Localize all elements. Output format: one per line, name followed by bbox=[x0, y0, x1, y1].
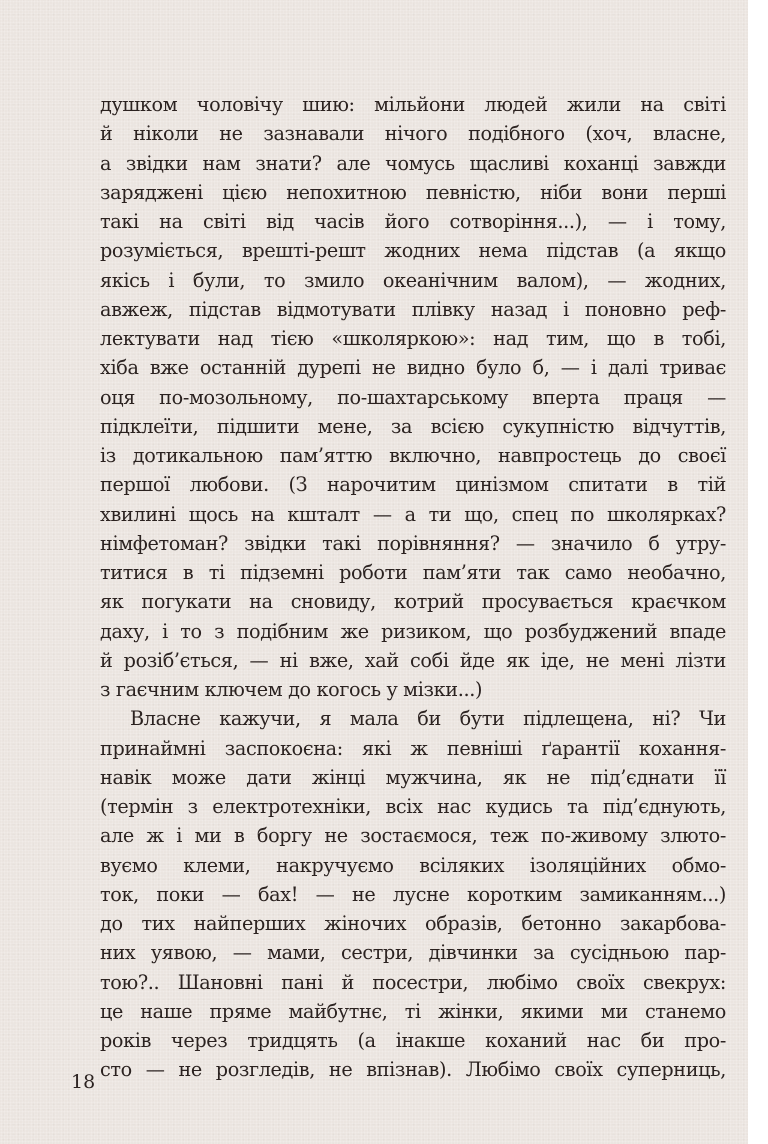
text-line: з гаєчним ключем до когось у мізки...) bbox=[100, 678, 483, 701]
body-text bbox=[100, 90, 726, 1085]
text-line: але ж і ми в боргу не зостаємося, теж по-живому злюто- bbox=[100, 824, 726, 848]
text-line: навік може дати жінці мужчина, як не під’єднати її bbox=[100, 765, 726, 789]
text-line: хвилині щось на кшталт — а ти що, спец по школярках? bbox=[100, 502, 726, 526]
text-line: підклеїти, підшити мене, за всією сукупністю відчуттів, bbox=[100, 414, 726, 438]
page-number: 18 bbox=[71, 1071, 96, 1093]
text-line: даху, і то з подібним же ризиком, що розбуджений впаде bbox=[100, 619, 726, 643]
text-line: авжеж, підстав відмотувати плівку назад і поновно реф- bbox=[100, 297, 726, 321]
text-line: хіба вже останній дурепі не видно було б, — і далі триває bbox=[100, 356, 726, 380]
text-line: років через тридцять (а інакше коханий нас би про- bbox=[100, 1029, 726, 1052]
text-line: із дотикальною пам’яттю включно, навпростець до своєї bbox=[100, 444, 726, 467]
text-line: тою?.. Шановні пані й посестри, любімо своїх свекрух: bbox=[100, 970, 726, 994]
text-line: й розіб’ється, — ні вже, хай собі йде як іде, не мені лізти bbox=[100, 648, 726, 672]
text-line: розуміється, врешті-решт жодних нема підстав (а якщо bbox=[100, 239, 726, 263]
text-line: це наше пряме майбутнє, ті жінки, якими ми станемо bbox=[100, 999, 726, 1023]
text-line: першої любови. (З нарочитим цинізмом спитати в тій bbox=[100, 473, 726, 497]
text-line: них уявою, — мами, сестри, дівчинки за сусідньою пар- bbox=[100, 941, 726, 965]
text-line: сто — не розгледів, не впізнав). Любімо своїх суперниць, bbox=[100, 1058, 726, 1082]
text-line: якісь і були, то змило океанічним валом), — жодних, bbox=[100, 268, 726, 292]
text-line: заряджені цією непохитною певністю, ніби вони перші bbox=[100, 180, 726, 204]
text-line: ток, поки — бах! — не лусне коротким замиканням...) bbox=[100, 882, 726, 906]
text-line: німфетоман? звідки такі порівняння? — значило б утру- bbox=[100, 531, 726, 555]
text-line: титися в ті підземні роботи пам’яти так само необачно, bbox=[100, 561, 726, 584]
text-line: (термін з електротехніки, всіх нас кудись та під’єднують, bbox=[100, 795, 726, 818]
text-line: лектувати над тією «школяркою»: над тим, що в тобі, bbox=[100, 327, 726, 350]
text-line: принаймні заспокоєна: які ж певніші ґарантії кохання- bbox=[100, 736, 726, 760]
text-line: вуємо клеми, накручуємо всіляких ізоляційних обмо- bbox=[100, 853, 726, 877]
text-line: душком чоловічу шию: мільйони людей жили на світі bbox=[100, 93, 726, 116]
text-line: такі на світі від часів його сотворіння...), — і тому, bbox=[100, 210, 726, 233]
text-line: й ніколи не зазнавали нічого подібного (хоч, власне, bbox=[100, 122, 726, 146]
text-line: до тих найперших жіночих образів, бетонно закарбова- bbox=[100, 912, 726, 935]
text-line: як погукати на сновиду, котрий просувається краєчком bbox=[100, 590, 726, 614]
text-line: оця по-мозольному, по-шахтарському вперта праця — bbox=[100, 385, 726, 409]
text-line: а звідки нам знати? але чомусь щасливі коханці завжди bbox=[100, 151, 726, 175]
text-line: Власне кажучи, я мала би бути підлещена, ні? Чи bbox=[130, 707, 726, 731]
